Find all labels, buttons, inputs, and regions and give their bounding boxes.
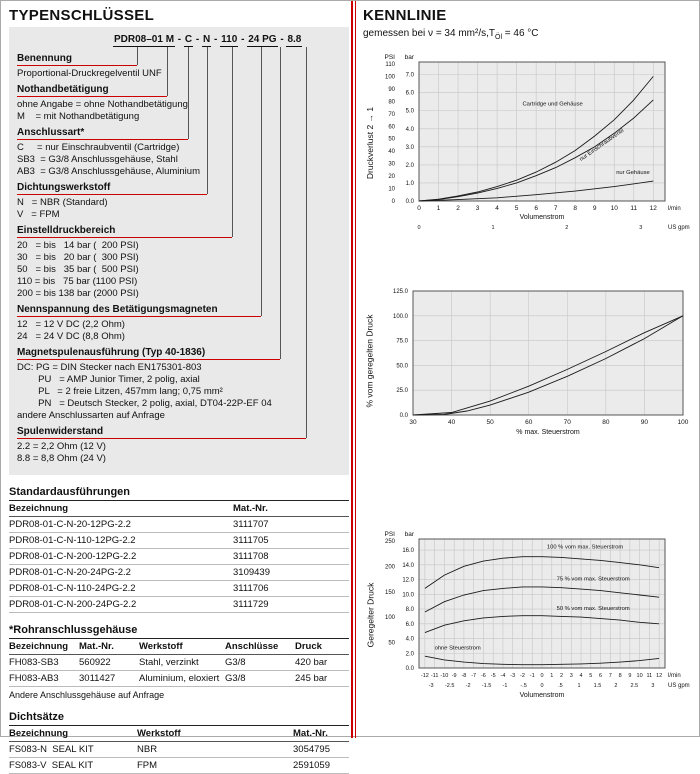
svg-text:1: 1 [550, 673, 554, 679]
svg-text:50.0: 50.0 [396, 363, 408, 370]
regulated-pressure-chart-row [363, 527, 695, 702]
chart-ylabel [363, 527, 377, 702]
svg-text:-3: -3 [510, 673, 516, 679]
svg-text:4.0: 4.0 [405, 636, 414, 643]
code-separator: - [193, 34, 203, 45]
svg-text:5.0: 5.0 [405, 108, 414, 115]
connector-line [167, 47, 168, 96]
column-header: Werkstoff [139, 639, 225, 655]
conditions-subscript: Öl [495, 34, 502, 41]
group-heading: Benennung [17, 53, 72, 64]
svg-text:50 % vom max. Steuerstrom: 50 % vom max. Steuerstrom [556, 605, 630, 612]
svg-text:2.0: 2.0 [405, 651, 414, 658]
table-header-row [9, 501, 349, 517]
svg-text:8: 8 [618, 673, 622, 679]
svg-text:9: 9 [628, 673, 632, 679]
type-key-box [9, 27, 349, 475]
measurement-conditions [363, 27, 695, 44]
table-cell: FH083-AB3 [9, 671, 79, 687]
svg-text:60: 60 [525, 419, 533, 426]
svg-text:1: 1 [491, 225, 495, 231]
table-cell: FH083-SB3 [9, 655, 79, 671]
type-key-groups [17, 53, 341, 465]
table-cell: 3111707 [233, 517, 349, 533]
column-header: Bezeichnung [9, 639, 79, 655]
svg-text:PSI: PSI [384, 531, 395, 538]
svg-text:0: 0 [540, 683, 544, 689]
section-title-standard: Standardausführungen [9, 486, 349, 501]
svg-text:30: 30 [409, 419, 417, 426]
table-cell: FPM [137, 758, 293, 774]
group-line: SB3 = G3/8 Anschlussgehäuse, Stahl [17, 154, 178, 165]
svg-text:30: 30 [388, 161, 395, 168]
group-line: 8.8 = 8,8 Ohm (24 V) [17, 453, 106, 464]
group-line: 200 = bis 138 bar (2000 PSI) [17, 288, 139, 299]
svg-text:2: 2 [565, 225, 569, 231]
svg-text:20: 20 [388, 174, 395, 181]
table-cell: 3111706 [233, 581, 349, 597]
svg-text:2.0: 2.0 [405, 162, 414, 169]
svg-text:2: 2 [456, 205, 460, 212]
group-line: PL = 2 freie Litzen, 457mm lang; 0,75 mm² [17, 386, 223, 397]
svg-text:1: 1 [436, 205, 441, 212]
group-heading: Magnetspulenausführung (Typ 40-1836) [17, 347, 206, 358]
control-current-chart-row [363, 281, 695, 441]
ordering-code [113, 33, 341, 47]
regulated-pressure-chart [377, 527, 695, 702]
type-key-group [17, 53, 341, 80]
seal-kits-table [9, 726, 349, 774]
svg-text:70: 70 [388, 111, 395, 118]
svg-text:8.0: 8.0 [405, 607, 414, 614]
code-separator: - [277, 34, 287, 45]
table-cell: 560922 [79, 655, 139, 671]
code-segment: N [203, 34, 211, 45]
svg-text:75.0: 75.0 [396, 338, 408, 345]
svg-text:250: 250 [384, 538, 395, 545]
svg-text:-8: -8 [461, 673, 467, 679]
code-separator: - [175, 34, 184, 45]
group-line: 30 = bis 20 bar ( 300 PSI) [17, 252, 139, 263]
svg-text:-2.5: -2.5 [444, 683, 455, 689]
svg-text:110: 110 [385, 62, 395, 69]
type-key-group [17, 182, 341, 221]
table-cell: 420 bar [295, 655, 349, 671]
svg-text:PSI: PSI [384, 54, 395, 61]
svg-text:11: 11 [646, 673, 653, 679]
svg-text:150: 150 [384, 589, 395, 596]
type-key-group [17, 426, 341, 465]
svg-text:4: 4 [579, 673, 583, 679]
column-header: Bezeichnung [9, 726, 137, 742]
svg-text:10: 10 [636, 673, 643, 679]
code-segment: PDR08–01 M [114, 34, 175, 45]
svg-text:7: 7 [553, 205, 558, 212]
ylabel-text: % vom geregelten Druck [365, 314, 376, 408]
table-cell: PDR08-01-C-N-20-12PG-2.2 [9, 517, 233, 533]
table-cell: PDR08-01-C-N-110-24PG-2.2 [9, 581, 233, 597]
table-cell: 3011427 [79, 671, 139, 687]
table-cell: PDR08-01-C-N-20-24PG-2.2 [9, 565, 233, 581]
svg-text:125.0: 125.0 [392, 289, 408, 295]
connector-line [137, 47, 138, 65]
svg-text:12: 12 [656, 673, 663, 679]
svg-text:5: 5 [589, 673, 593, 679]
group-heading: Dichtungswerkstoff [17, 182, 111, 193]
group-line: M = mit Nothandbetätigung [17, 111, 140, 122]
group-line: AB3 = G3/8 Anschlussgehäuse, Aluminium [17, 166, 200, 177]
group-line: DC: PG = DIN Stecker nach EN175301-803 [17, 362, 202, 373]
svg-text:11: 11 [630, 205, 638, 212]
connector-line [306, 47, 307, 438]
type-key-group [17, 84, 341, 123]
svg-text:4.0: 4.0 [405, 126, 414, 133]
connector-line [188, 47, 189, 139]
column-header: Druck [295, 639, 349, 655]
svg-text:3: 3 [651, 683, 655, 689]
svg-text:-2: -2 [465, 683, 471, 689]
svg-text:50: 50 [388, 136, 395, 143]
svg-text:-2: -2 [520, 673, 525, 679]
svg-text:60: 60 [388, 124, 395, 131]
table-row [9, 549, 349, 565]
type-key-group [17, 304, 341, 343]
code-segment: C [184, 34, 193, 45]
group-heading: Einstelldruckbereich [17, 225, 116, 236]
table-cell: Stahl, verzinkt [139, 655, 225, 671]
svg-text:100: 100 [677, 419, 689, 426]
table-cell: FS083-N SEAL KIT [9, 742, 137, 758]
svg-text:75 % vom max. Steuerstrom: 75 % vom max. Steuerstrom [556, 576, 630, 583]
svg-text:5: 5 [514, 205, 519, 212]
svg-text:0.0: 0.0 [399, 413, 408, 419]
group-line: Proportional-Druckregelventil UNF [17, 68, 162, 79]
svg-text:10.0: 10.0 [402, 592, 414, 599]
pressure-loss-chart-row [363, 50, 695, 235]
svg-text:Cartridge und Gehäuse: Cartridge und Gehäuse [522, 101, 583, 108]
svg-text:ohne Steuerstrom: ohne Steuerstrom [434, 645, 481, 652]
svg-text:bar: bar [404, 531, 414, 538]
table-cell: 245 bar [295, 671, 349, 687]
svg-text:nur Gehäuse: nur Gehäuse [616, 169, 650, 176]
pressure-loss-chart [377, 50, 695, 235]
pipe-housings-table [9, 639, 349, 687]
svg-text:Volumenstrom: Volumenstrom [519, 692, 565, 699]
group-underline [17, 438, 306, 439]
svg-text:12.0: 12.0 [402, 577, 414, 584]
svg-text:bar: bar [404, 54, 414, 61]
type-key-group [17, 347, 341, 422]
group-underline [17, 194, 207, 195]
connector-line [232, 47, 233, 237]
svg-text:-.5: -.5 [520, 683, 527, 689]
group-line: 2.2 = 2,2 Ohm (12 V) [17, 441, 106, 452]
table-cell: 3111705 [233, 533, 349, 549]
svg-text:4: 4 [495, 205, 499, 212]
svg-text:-11: -11 [430, 673, 439, 679]
table-cell: NBR [137, 742, 293, 758]
svg-text:-9: -9 [451, 673, 457, 679]
svg-text:3: 3 [639, 225, 643, 231]
table-cell: 3109439 [233, 565, 349, 581]
table-row [9, 533, 349, 549]
svg-text:-10: -10 [440, 673, 449, 679]
column-header: Mat.-Nr. [293, 726, 349, 742]
table-cell: 3054795 [293, 742, 349, 758]
column-header: Mat.-Nr. [79, 639, 139, 655]
table-cell: FS083-V SEAL KIT [9, 758, 137, 774]
svg-text:200: 200 [384, 564, 395, 571]
ylabel-text: Geregelter Druck [365, 582, 375, 647]
svg-text:80: 80 [388, 99, 395, 106]
code-segment: 24 PG [248, 34, 277, 45]
svg-text:US gpm: US gpm [668, 683, 690, 689]
svg-text:-4: -4 [500, 673, 506, 679]
table-row [9, 758, 349, 774]
group-underline [17, 237, 232, 238]
svg-text:-3: -3 [428, 683, 434, 689]
column-divider [351, 1, 356, 738]
group-heading: Spulenwiderstand [17, 426, 104, 437]
code-segment: 8.8 [287, 34, 302, 45]
table-row [9, 597, 349, 613]
chart-ylabel [363, 281, 377, 441]
svg-text:3.0: 3.0 [405, 144, 414, 151]
table-row [9, 671, 349, 687]
svg-text:9: 9 [592, 205, 597, 212]
group-line: andere Anschlussarten auf Anfrage [17, 410, 165, 421]
svg-text:50: 50 [388, 640, 395, 647]
group-line: C = nur Einschraubventil (Cartridge) [17, 142, 180, 153]
group-line: 12 = 12 V DC (2,2 Ohm) [17, 319, 125, 330]
type-key-group [17, 127, 341, 178]
connector-line [207, 47, 208, 194]
svg-text:0.0: 0.0 [405, 199, 414, 205]
group-heading: Nennspannung des Betätigungsmagneten [17, 304, 218, 315]
svg-text:80: 80 [602, 419, 610, 426]
svg-text:.5: .5 [558, 683, 563, 689]
svg-text:100.0: 100.0 [392, 313, 408, 320]
group-line: 110 = bis 75 bar (1100 PSI) [17, 276, 138, 287]
table-row [9, 742, 349, 758]
group-line: 50 = bis 35 bar ( 500 PSI) [17, 264, 139, 275]
connector-line [261, 47, 262, 316]
table-header-row [9, 726, 349, 742]
code-separator: - [238, 34, 248, 45]
svg-text:100: 100 [384, 74, 395, 81]
code-segment: 110 [221, 34, 238, 45]
group-underline [17, 316, 261, 317]
svg-text:6: 6 [599, 673, 603, 679]
svg-text:90: 90 [640, 419, 649, 426]
svg-text:7: 7 [608, 673, 612, 679]
connector-line [280, 47, 281, 359]
table-cell: G3/8 [225, 671, 295, 687]
svg-text:14.0: 14.0 [402, 562, 414, 569]
code-separator: - [211, 34, 221, 45]
group-underline [17, 139, 188, 140]
group-line: 24 = 24 V DC (8,8 Ohm) [17, 331, 125, 342]
svg-text:% max. Steuerstrom: % max. Steuerstrom [516, 429, 580, 436]
svg-text:3: 3 [569, 673, 573, 679]
page-title-typenschluessel: TYPENSCHLÜSSEL [9, 7, 155, 24]
group-line: ohne Angabe = ohne Nothandbetätigung [17, 99, 188, 110]
svg-text:2: 2 [614, 683, 618, 689]
table-cell: 3111729 [233, 597, 349, 613]
svg-text:90: 90 [388, 86, 395, 93]
column-header: Bezeichnung [9, 501, 233, 517]
svg-text:1: 1 [577, 683, 581, 689]
svg-text:2: 2 [559, 673, 564, 679]
svg-text:Volumenstrom: Volumenstrom [519, 214, 565, 221]
standard-versions-table [9, 501, 349, 613]
group-line: V = FPM [17, 209, 60, 220]
svg-text:3: 3 [475, 205, 480, 212]
control-current-chart [377, 281, 695, 441]
svg-text:16.0: 16.0 [402, 548, 414, 555]
svg-text:2.5: 2.5 [630, 683, 639, 689]
group-underline [17, 65, 137, 66]
table-row [9, 565, 349, 581]
conditions-text-suffix: = 46 °C [502, 28, 539, 39]
table-header-row [9, 639, 349, 655]
group-line: PN = Deutsch Stecker, 2 polig, axial, DT04-22P-EF 04 [17, 398, 272, 409]
table-row [9, 581, 349, 597]
svg-text:25.0: 25.0 [396, 388, 408, 395]
svg-text:0: 0 [391, 199, 395, 205]
svg-text:-5: -5 [490, 673, 496, 679]
svg-text:-12: -12 [420, 673, 429, 679]
svg-text:8: 8 [573, 205, 578, 212]
svg-text:6.0: 6.0 [405, 90, 414, 97]
table-cell: PDR08-01-C-N-200-24PG-2.2 [9, 597, 233, 613]
table-cell: PDR08-01-C-N-200-12PG-2.2 [9, 549, 233, 565]
svg-text:0: 0 [540, 673, 544, 679]
svg-text:-1: -1 [502, 683, 508, 689]
svg-text:40: 40 [447, 419, 456, 426]
table-cell: G3/8 [225, 655, 295, 671]
svg-text:1.5: 1.5 [593, 683, 602, 689]
table-cell: 3111708 [233, 549, 349, 565]
svg-text:l/min: l/min [668, 206, 681, 212]
svg-text:l/min: l/min [668, 673, 681, 679]
housings-note: Andere Anschlussgehäuse auf Anfrage [9, 690, 165, 700]
svg-text:7.0: 7.0 [405, 72, 414, 79]
chart-ylabel [363, 50, 377, 235]
svg-text:-1.5: -1.5 [481, 683, 492, 689]
svg-text:10: 10 [388, 186, 395, 193]
table-cell: Aluminium, eloxiert [139, 671, 225, 687]
conditions-text: gemessen bei ν = 34 mm²/s,T [363, 28, 495, 39]
group-underline [17, 359, 280, 360]
svg-text:100 % vom max. Steuerstrom: 100 % vom max. Steuerstrom [546, 544, 624, 551]
svg-text:nur Einschraubventil: nur Einschraubventil [578, 127, 626, 163]
svg-text:-6: -6 [480, 673, 486, 679]
table-row [9, 655, 349, 671]
column-header: Anschlüsse [225, 639, 295, 655]
svg-text:-1: -1 [529, 673, 535, 679]
svg-text:1.0: 1.0 [405, 180, 414, 187]
svg-text:-7: -7 [471, 673, 477, 679]
svg-text:10: 10 [610, 205, 618, 212]
table-cell: 2591059 [293, 758, 349, 774]
svg-text:40: 40 [388, 149, 395, 156]
svg-text:US gpm: US gpm [668, 225, 690, 231]
svg-text:0: 0 [417, 205, 421, 212]
svg-text:50: 50 [486, 419, 494, 426]
table-cell: PDR08-01-C-N-110-12PG-2.2 [9, 533, 233, 549]
svg-text:70: 70 [563, 419, 571, 426]
page-title-kennlinie: KENNLINIE [363, 7, 447, 24]
table-row [9, 517, 349, 533]
group-underline [17, 96, 167, 97]
type-key-group [17, 225, 341, 300]
column-header: Werkstoff [137, 726, 293, 742]
group-line: N = NBR (Standard) [17, 197, 108, 208]
group-heading: Anschlussart* [17, 127, 85, 138]
svg-text:0.0: 0.0 [405, 666, 414, 672]
group-line: PU = AMP Junior Timer, 2 polig, axial [17, 374, 200, 385]
svg-text:100: 100 [384, 615, 395, 622]
section-title-seals: Dichtsätze [9, 711, 349, 726]
ylabel-text: Druckverlust 2 → 1 [365, 106, 375, 179]
group-line: 20 = bis 14 bar ( 200 PSI) [17, 240, 139, 251]
svg-text:6: 6 [534, 205, 538, 212]
section-title-housings: *Rohranschlussgehäuse [9, 624, 349, 639]
svg-text:12: 12 [649, 205, 657, 212]
column-header: Mat.-Nr. [233, 501, 349, 517]
group-heading: Nothandbetätigung [17, 84, 109, 95]
svg-text:6.0: 6.0 [405, 621, 414, 628]
type-key-column [9, 7, 349, 774]
svg-text:0: 0 [417, 225, 421, 231]
characteristics-column [363, 7, 695, 702]
